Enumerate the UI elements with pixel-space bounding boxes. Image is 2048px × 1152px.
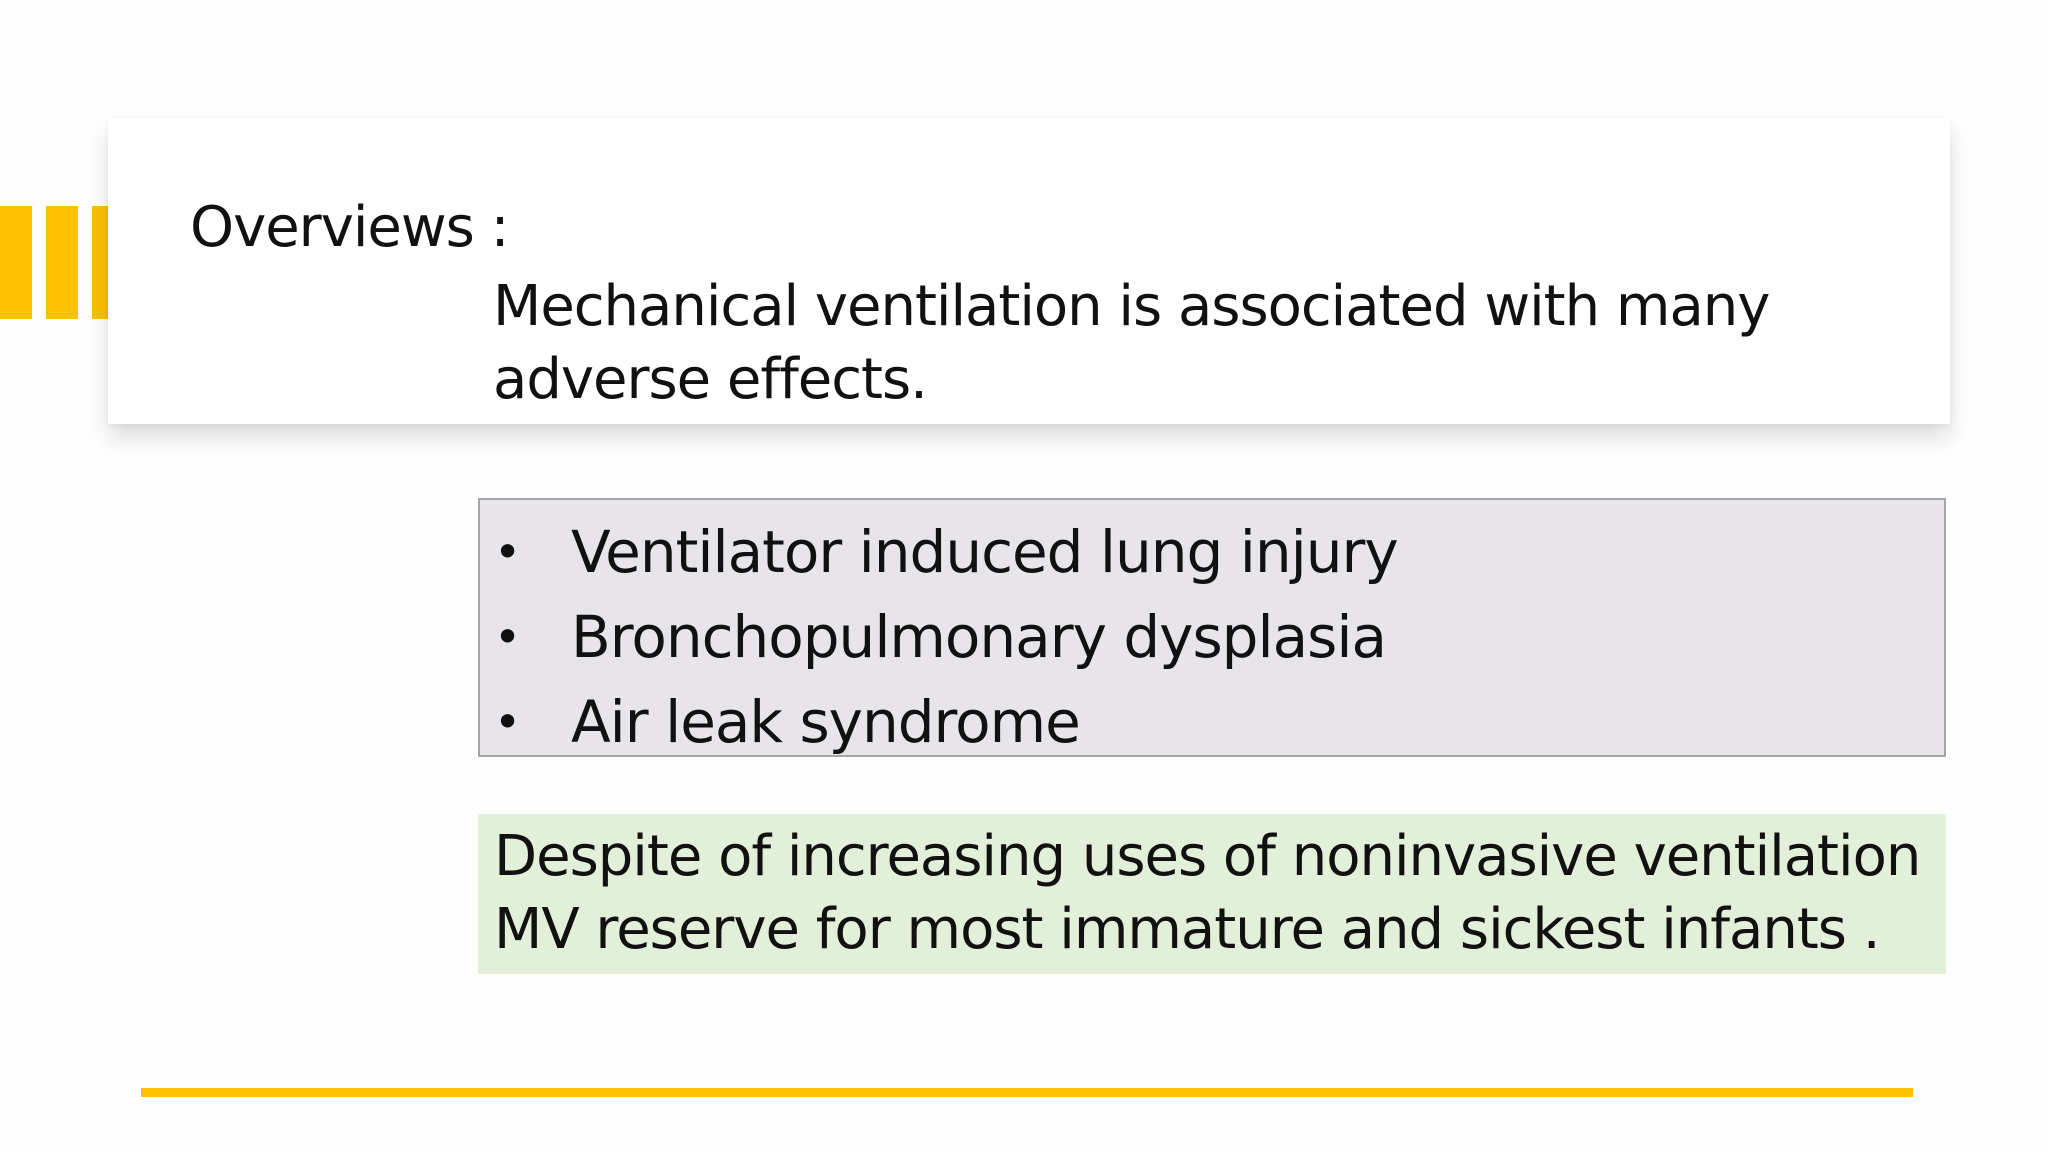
bullet-icon: • — [494, 610, 521, 664]
accent-bar — [46, 206, 78, 319]
list-item — [480, 510, 1944, 595]
list-item — [480, 680, 1944, 765]
list-item — [480, 595, 1944, 680]
bullet-icon: • — [494, 525, 521, 579]
slide-title: Overviews : — [190, 195, 509, 260]
accent-bar — [0, 206, 32, 319]
footer-accent-line — [141, 1088, 1913, 1097]
adverse-effects-box — [478, 498, 1946, 757]
note-line: MV reserve for most immature and sickest infants . — [494, 897, 1880, 962]
note-text — [494, 820, 1944, 966]
intro-text — [493, 270, 1913, 416]
note-line: Despite of increasing uses of noninvasive ventilation — [494, 824, 1921, 889]
accent-bar — [92, 206, 108, 319]
adverse-effects-list — [480, 510, 1944, 765]
intro-line: adverse effects. — [493, 347, 927, 412]
bullet-icon: • — [494, 695, 521, 749]
accent-bars-decoration — [0, 206, 110, 319]
list-item-text: Air leak syndrome — [571, 688, 1080, 756]
note-box — [478, 814, 1946, 974]
list-item-text: Ventilator induced lung injury — [571, 518, 1398, 586]
intro-line: Mechanical ventilation is associated with many — [493, 274, 1770, 339]
list-item-text: Bronchopulmonary dysplasia — [571, 603, 1387, 671]
